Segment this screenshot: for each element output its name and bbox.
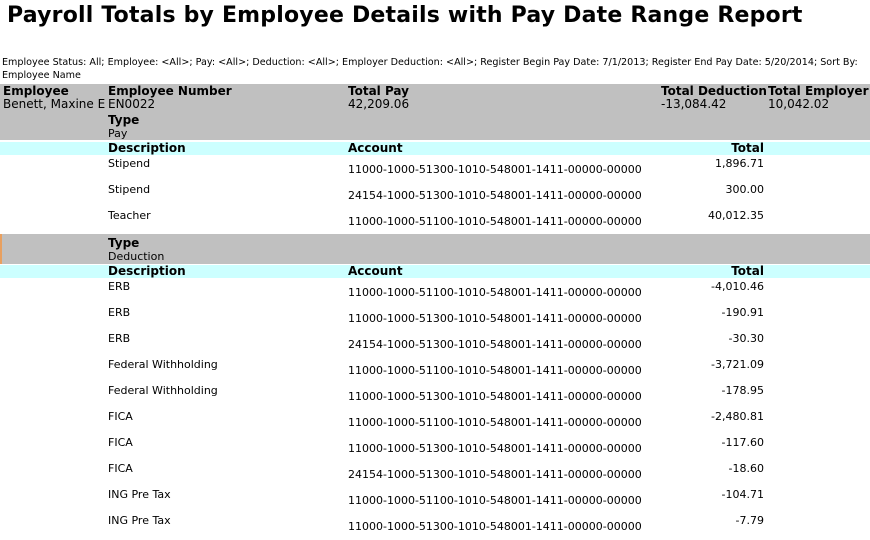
row-description: Federal Withholding bbox=[108, 358, 218, 371]
row-account: 11000-1000-51100-1010-548001-1411-00000-00000 bbox=[348, 364, 642, 377]
total-pay-value: 42,209.06 bbox=[348, 97, 410, 111]
row-account: 11000-1000-51300-1010-548001-1411-00000-00000 bbox=[348, 312, 642, 325]
employee-number-label: Employee Number bbox=[108, 84, 232, 98]
pay-type-value: Pay bbox=[108, 127, 128, 140]
deduction-type-value: Deduction bbox=[108, 250, 165, 263]
pay-account-header: Account bbox=[348, 141, 403, 155]
report-title: Payroll Totals by Employee Details with Pay Date Range Report bbox=[7, 3, 803, 28]
row-total: 40,012.35 bbox=[708, 209, 764, 222]
deduction-account-header: Account bbox=[348, 264, 403, 278]
deduction-total-header: Total bbox=[731, 264, 764, 278]
total-pay-label: Total Pay bbox=[348, 84, 409, 98]
row-description: FICA bbox=[108, 410, 133, 423]
pay-total-header: Total bbox=[731, 141, 764, 155]
row-account: 11000-1000-51300-1010-548001-1411-00000-00000 bbox=[348, 163, 642, 176]
row-total: -3,721.09 bbox=[711, 358, 764, 371]
row-description: FICA bbox=[108, 436, 133, 449]
section-marker bbox=[0, 234, 2, 264]
row-description: ERB bbox=[108, 306, 131, 319]
deduction-description-header: Description bbox=[108, 264, 186, 278]
row-total: -18.60 bbox=[728, 462, 764, 475]
row-account: 11000-1000-51300-1010-548001-1411-00000-00000 bbox=[348, 390, 642, 403]
row-description: FICA bbox=[108, 462, 133, 475]
row-account: 11000-1000-51300-1010-548001-1411-00000-00000 bbox=[348, 442, 642, 455]
row-total: -104.71 bbox=[721, 488, 764, 501]
total-deduction-label: Total Deduction bbox=[661, 84, 767, 98]
row-total: -178.95 bbox=[721, 384, 764, 397]
row-account: 11000-1000-51100-1010-548001-1411-00000-00000 bbox=[348, 215, 642, 228]
row-description: ING Pre Tax bbox=[108, 514, 171, 527]
row-description: ERB bbox=[108, 332, 131, 345]
pay-type-label: Type bbox=[108, 113, 140, 127]
row-account: 24154-1000-51300-1010-548001-1411-00000-00000 bbox=[348, 189, 642, 202]
row-total: -30.30 bbox=[728, 332, 764, 345]
employee-number: EN0022 bbox=[108, 97, 156, 111]
row-description: Teacher bbox=[108, 209, 151, 222]
row-description: ERB bbox=[108, 280, 131, 293]
report-criteria: Employee Status: All; Employee: <All>; Pay: <All>; Deduction: <All>; Employer Deduction: <All>; Register Begin Pay Date: 7/1/2013; Register End Pay Date: 5/20/2014; Sort By: Employee Name bbox=[2, 57, 858, 81]
row-total: -4,010.46 bbox=[711, 280, 764, 293]
row-account: 24154-1000-51300-1010-548001-1411-00000-00000 bbox=[348, 338, 642, 351]
row-description: ING Pre Tax bbox=[108, 488, 171, 501]
deduction-type-label: Type bbox=[108, 236, 140, 250]
row-description: Stipend bbox=[108, 183, 151, 196]
row-total: -2,480.81 bbox=[711, 410, 764, 423]
pay-description-header: Description bbox=[108, 141, 186, 155]
row-total: -117.60 bbox=[721, 436, 764, 449]
employee-name: Benett, Maxine E bbox=[3, 97, 106, 111]
employee-label: Employee bbox=[3, 84, 69, 98]
row-description: Stipend bbox=[108, 157, 151, 170]
total-deduction-value: -13,084.42 bbox=[661, 97, 727, 111]
row-account: 24154-1000-51300-1010-548001-1411-00000-00000 bbox=[348, 468, 642, 481]
row-total: -190.91 bbox=[721, 306, 764, 319]
total-employer-label: Total Employer bbox=[768, 84, 869, 98]
row-total: 1,896.71 bbox=[715, 157, 764, 170]
row-total: 300.00 bbox=[725, 183, 764, 196]
row-description: Federal Withholding bbox=[108, 384, 218, 397]
row-account: 11000-1000-51300-1010-548001-1411-00000-00000 bbox=[348, 520, 642, 533]
row-total: -7.79 bbox=[735, 514, 764, 527]
row-account: 11000-1000-51100-1010-548001-1411-00000-00000 bbox=[348, 286, 642, 299]
row-account: 11000-1000-51100-1010-548001-1411-00000-00000 bbox=[348, 494, 642, 507]
total-employer-value: 10,042.02 bbox=[768, 97, 830, 111]
row-account: 11000-1000-51100-1010-548001-1411-00000-00000 bbox=[348, 416, 642, 429]
